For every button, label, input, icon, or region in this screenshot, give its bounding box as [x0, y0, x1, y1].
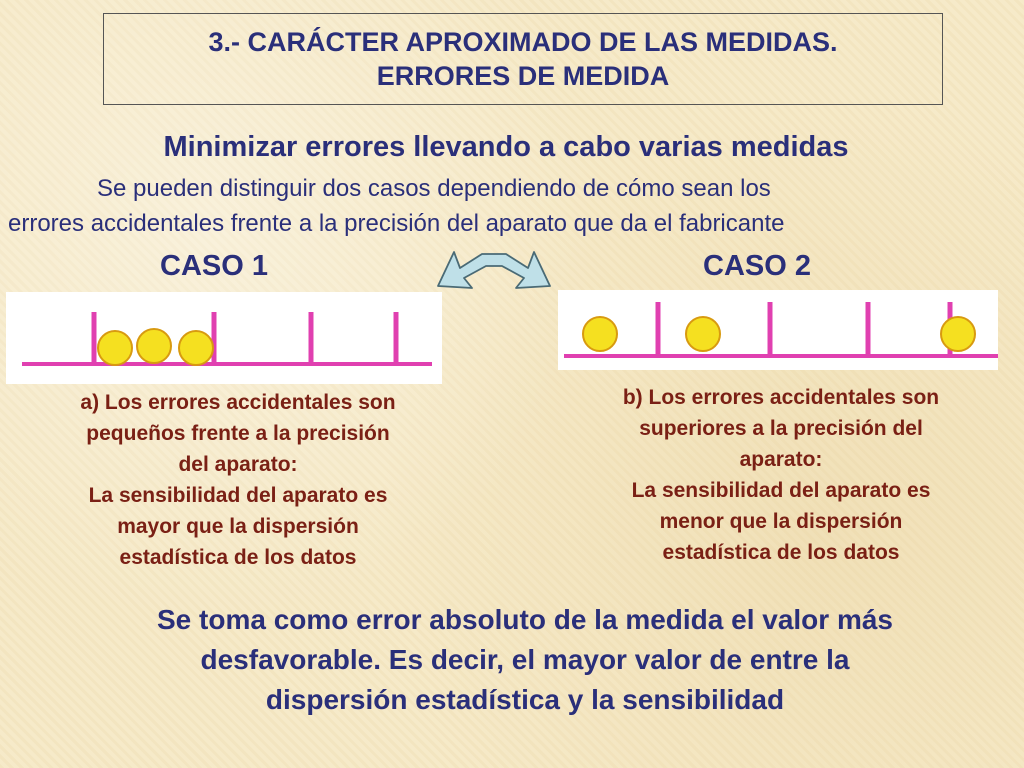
double-arrow-icon — [436, 244, 552, 308]
case-1-line: La sensibilidad del aparato es — [88, 484, 388, 507]
case-2-description — [548, 382, 1014, 568]
case-1-line: del aparato: — [178, 453, 298, 476]
case-1-measure-ball — [98, 331, 132, 365]
case-1-line: mayor que la dispersión — [117, 515, 359, 538]
conclusion-line-3: dispersión estadística y la sensibilidad — [265, 684, 785, 715]
case-1-line: a) Los errores accidentales son — [80, 391, 396, 414]
case-2-measure-ball — [941, 317, 975, 351]
case-1-diagram — [6, 292, 442, 384]
case-1-line: estadística de los datos — [119, 546, 357, 569]
case-2-line: superiores a la precisión del — [639, 417, 923, 440]
case-1-label: CASO 1 — [160, 250, 268, 282]
case-1-measure-ball — [179, 331, 213, 365]
case-2-line: La sensibilidad del aparato es — [631, 479, 931, 502]
intro-line-2: errores accidentales frente a la precisión del aparato que da el fabricante — [8, 210, 785, 237]
title-line-2: ERRORES DE MEDIDA — [376, 61, 670, 91]
case-1-line: pequeños frente a la precisión — [86, 422, 390, 445]
case-2-label: CASO 2 — [703, 250, 811, 282]
case-2-line: b) Los errores accidentales son — [622, 386, 940, 409]
case-2-measure-ball — [686, 317, 720, 351]
conclusion-line-2: desfavorable. Es decir, el mayor valor de entre la — [200, 644, 850, 675]
case-1-description — [0, 387, 476, 573]
case-2-measure-ball — [583, 317, 617, 351]
case-2-line: aparato: — [739, 448, 823, 471]
case-2-diagram — [558, 290, 998, 370]
conclusion — [60, 600, 990, 720]
case-2-line: estadística de los datos — [662, 541, 900, 564]
intro-line-1: Se pueden distinguir dos casos dependiendo de cómo sean los — [97, 175, 771, 202]
title-box — [103, 13, 943, 105]
case-2-line: menor que la dispersión — [659, 510, 903, 533]
title-line-1: 3.- CARÁCTER APROXIMADO DE LAS MEDIDAS. — [208, 27, 838, 57]
conclusion-line-1: Se toma como error absoluto de la medida el valor más — [156, 604, 893, 635]
case-1-measure-ball — [137, 329, 171, 363]
subtitle: Minimizar errores llevando a cabo varias medidas — [163, 131, 849, 163]
